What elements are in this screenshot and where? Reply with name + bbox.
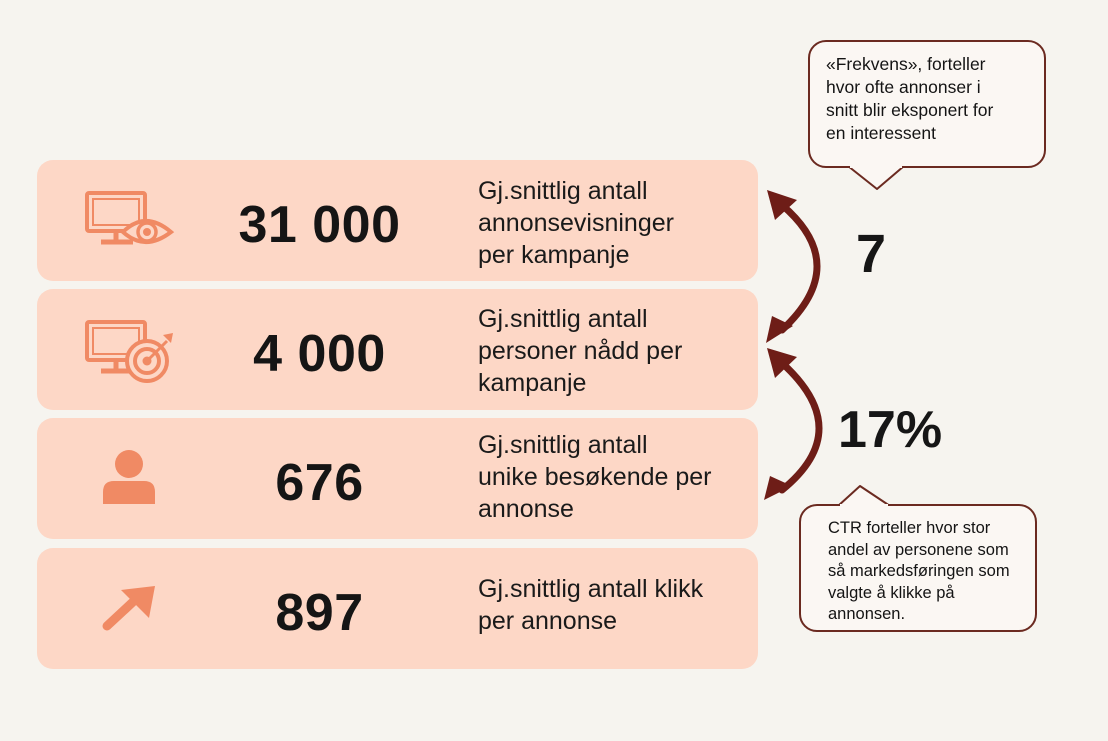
bubble-line: valgte å klikke på [828, 583, 955, 602]
metric-value: 676 [275, 454, 364, 512]
bubble-line: så markedsføringen som [828, 562, 1010, 580]
bubble-line: hvor ofte annonser i [826, 77, 981, 97]
frequency-bubble-tail-cover [850, 164, 902, 168]
bubble-line: annonsen. [828, 605, 906, 623]
bubble-line: en interessent [826, 123, 936, 143]
bubble-line: snitt blir eksponert for [826, 100, 994, 120]
bubble-line: andel av personene som [828, 540, 1009, 559]
label-line: annonsevisninger [478, 209, 674, 237]
ctr-value: 17% [838, 401, 943, 459]
label-line: kampanje [478, 369, 587, 397]
frequency-bubble-tail [848, 166, 904, 189]
label-line: unike besøkende per [478, 463, 712, 491]
label-line: per kampanje [478, 241, 630, 269]
label-line: Gj.snittlig antall klikk [478, 575, 704, 603]
ctr-bubble [799, 504, 1037, 632]
metric-value: 897 [275, 584, 364, 642]
metric-value: 4 000 [253, 325, 386, 383]
frequency-bubble [808, 40, 1046, 168]
ctr-arrow [782, 363, 819, 490]
label-line: Gj.snittlig antall [478, 305, 648, 333]
frequency-value: 7 [856, 224, 887, 284]
frequency-arrow [782, 205, 817, 330]
label-line: personer nådd per [478, 337, 683, 365]
label-line: annonse [478, 495, 574, 523]
label-line: Gj.snittlig antall [478, 431, 648, 459]
bubble-line: CTR forteller hvor stor [828, 519, 991, 537]
ctr-bubble-tail-cover [840, 504, 888, 508]
bubble-line: «Frekvens», forteller [826, 54, 986, 74]
label-line: Gj.snittlig antall [478, 177, 648, 205]
metric-value: 31 000 [238, 196, 401, 254]
ctr-arrow-head-bottom [764, 476, 792, 500]
label-line: per annonse [478, 607, 618, 635]
ctr-bubble-tail [838, 486, 890, 506]
